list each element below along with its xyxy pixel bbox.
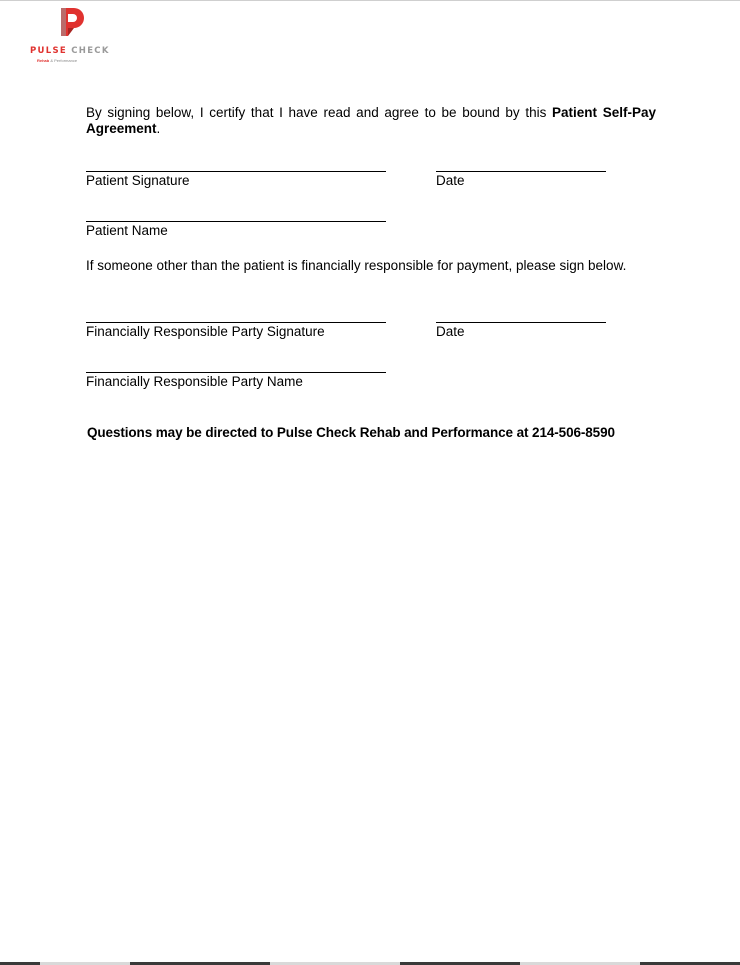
page-top-border [0, 0, 740, 1]
pulse-check-logo [30, 6, 110, 64]
patient-signature-label: Patient Signature [86, 173, 190, 188]
patient-date-line[interactable] [436, 171, 606, 172]
logo-tagline [37, 58, 77, 63]
logo-tagline-rest: & Performance [50, 58, 78, 63]
pulse-check-logo-icon [58, 6, 88, 42]
questions-contact-note: Questions may be directed to Pulse Check Rehab and Performance at 214-506-8590 [87, 425, 615, 440]
responsible-party-instruction: If someone other than the patient is financially responsible for payment, please sign below. [86, 258, 627, 273]
responsible-party-signature-line[interactable] [86, 322, 386, 323]
responsible-party-date-label: Date [436, 324, 465, 339]
patient-signature-line[interactable] [86, 171, 386, 172]
responsible-party-date-line[interactable] [436, 322, 606, 323]
patient-name-label: Patient Name [86, 223, 168, 238]
responsible-party-name-label: Financially Responsible Party Name [86, 374, 303, 389]
patient-date-label: Date [436, 173, 465, 188]
responsible-party-name-line[interactable] [86, 372, 386, 373]
patient-name-line[interactable] [86, 221, 386, 222]
logo-wordmark [30, 46, 110, 56]
agreement-intro-text: By signing below, I certify that I have read and agree to be bound by this [86, 105, 553, 120]
agreement-name: Patient Self-Pay Agreement [86, 105, 656, 136]
agreement-intro-end: . [156, 121, 161, 136]
logo-word-pulse: PULSE [30, 46, 67, 56]
responsible-party-signature-label: Financially Responsible Party Signature [86, 324, 325, 339]
logo-tagline-rehab: Rehab [37, 58, 50, 63]
agreement-intro-paragraph [86, 105, 656, 137]
logo-word-check: CHECK [71, 46, 110, 56]
